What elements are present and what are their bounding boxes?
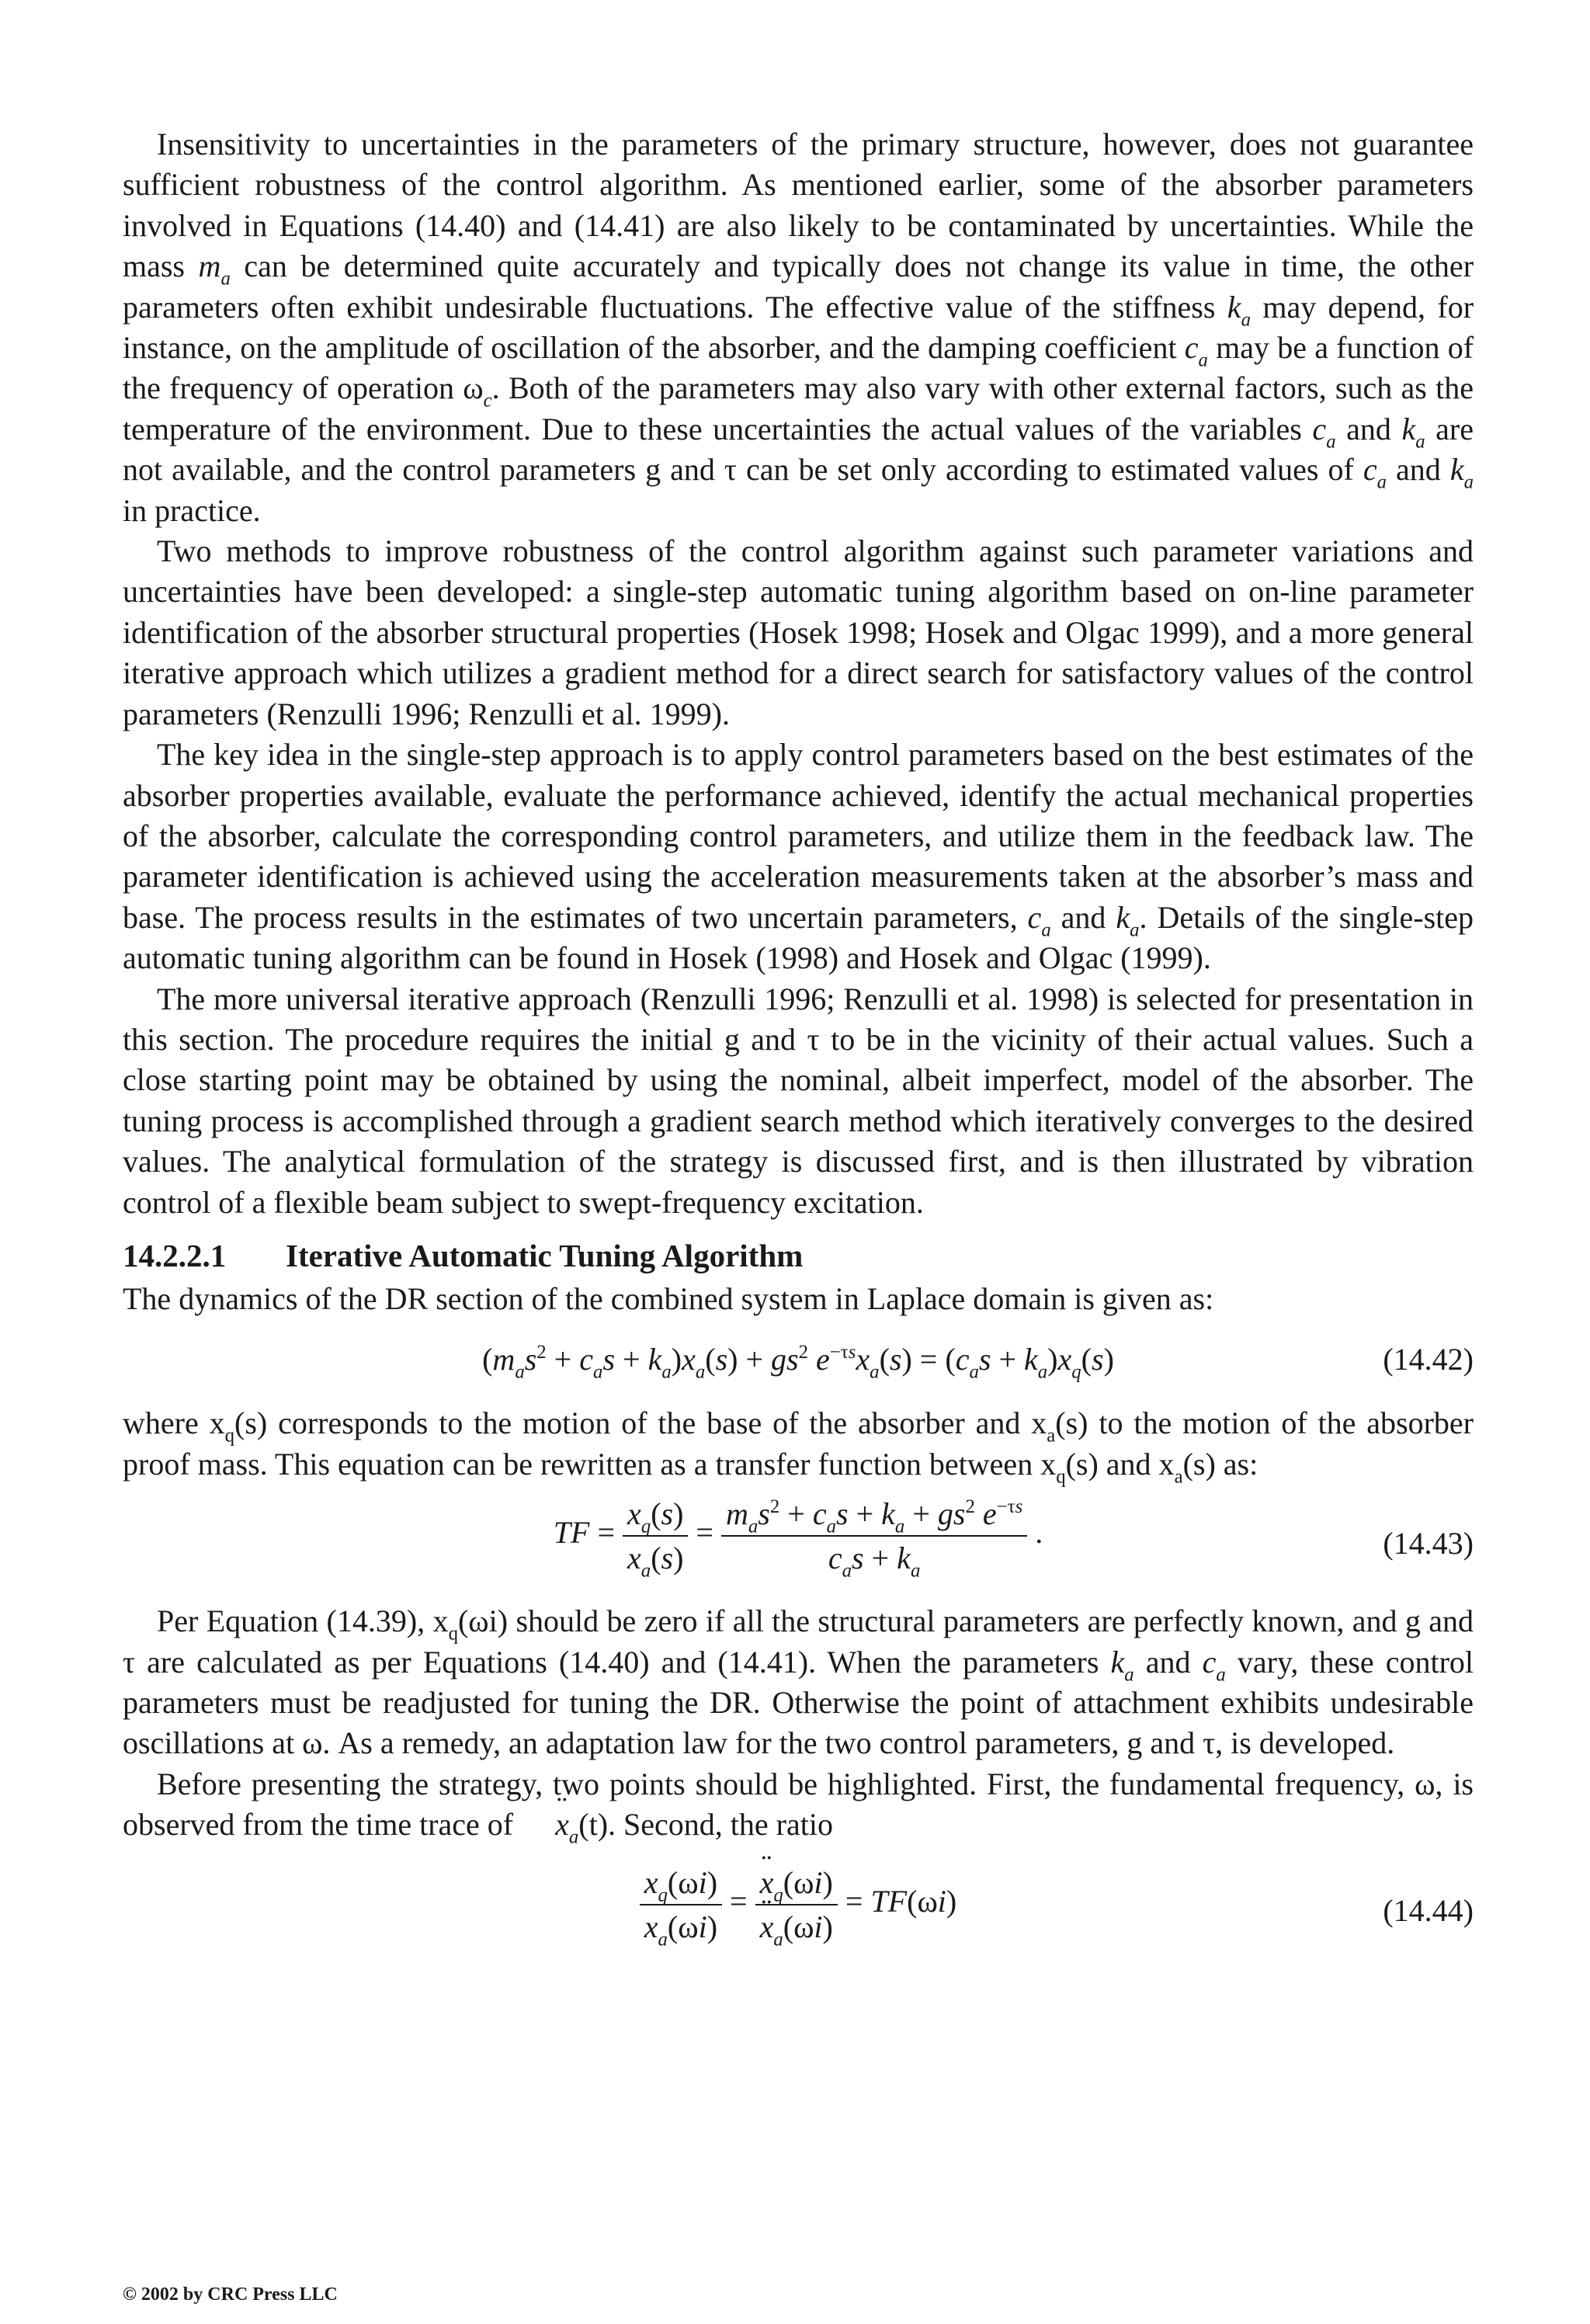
dynamics-intro: The dynamics of the DR section of the combined system in Laplace domain is given as: <box>123 1280 1214 1316</box>
equation-number: (14.42) <box>1383 1342 1474 1377</box>
equation-14-42: $(m_as^2 + c_as + k_a)x_a(s) + gs^2$ $e^{-\tau s}x_a(s) = (c_as + k_a)x_q(s)$ (14.42) <box>482 1342 1474 1383</box>
paragraph-before-44: Before presenting the strategy, two points should be highlighted. First, the fundamental frequency, ω, is observed from the time trace of ¨ $x_a(t)$. Second, the ratio <box>123 1764 1474 1846</box>
paragraph-after-42: where $x_q(s)$ corresponds to the motion of the base of the absorber and $x_a(s)$ to the motion of the absorber proof mass. This equation can be rewritten as a transfer function between $x_q(s)$ and $x_a(s)$ as: <box>123 1405 1474 1488</box>
section-number: 14.2.2.1 <box>123 1237 227 1273</box>
copyright-footer: © 2002 by CRC Press LLC <box>123 2284 338 2305</box>
paragraph-1: Insensitivity to uncertainties in the parameters of the primary structure, however, does not guarantee sufficient robustness of the control algorithm. As mentioned earlier, some of the absorber parameters involved in Equations (14.40) and (14.41) are also likely to be contaminated by uncertainties. While the mass $m_a$ can be determined quite accurately and typically does not change its value in time, the other parameters often exhibit undesirable fluctuations. The effective value of the stiffness $k_a$ may depend, for instance, on the amplitude of oscillation of the absorber, and the damping coefficient $c_a$ may be a function of the frequency of operation $\omega_c$. Both of the parameters may also vary with other external factors, such as the temperature of the environment. Due to these uncertainties the actual values of the variables $c_a$ and $k_a$ are not available, and the control parameters g and τ can be set only according to estimated values of $c_a$ and $k_a$ in practice. <box>123 127 1474 528</box>
equation-number: (14.43) <box>1383 1526 1474 1561</box>
equation-14-43: TF = $\frac{x_q(s)}{x_a(s)}$ = $\frac{m_as^2 + c_as + k_a + gs^2 e^{-\tau s}}{c_as + k_a}$ . (14.43) <box>553 1496 1474 1582</box>
paragraph-4: The more universal iterative approach (Renzulli 1996; Renzulli et al. 1998) is selected for presentation in this section. The procedure requires the initial g and τ to be in the vicinity of their actual values. Such a close starting point may be obtained by using the nominal, albeit imperfect, model of the absorber. The tuning process is accomplished through a gradient search method which iteratively converges to the desired values. The analytical formulation of the strategy is discussed first, and is then illustrated by vibration control of a flexible beam subject to swept-frequency excitation. <box>123 981 1474 1220</box>
paragraph-after-43: Per Equation (14.39), $x_q(\omega i)$ should be zero if all the structural parameters are perfectly known, and g and τ are calculated as per Equations (14.40) and (14.41). When the parameters $k_a$ and $c_a$ vary, these control parameters must be readjusted for tuning the DR. Otherwise the point of attachment exhibits undesirable oscillations at ω. As a remedy, an adaptation law for the two control parameters, g and τ, is developed. <box>123 1603 1474 1761</box>
equation-14-44: $\frac{x_q(\omega i)}{x_a(\omega i)}$ = ¨ $x_q(\omega i)$ ¨ $x_a(\omega i)$ = TF(ωi) (14.44) <box>123 1846 1474 1970</box>
page-body <box>123 124 1474 1970</box>
section-title: Iterative Automatic Tuning Algorithm <box>286 1237 804 1273</box>
equation-number: (14.44) <box>1383 1892 1474 1928</box>
paragraph-2: Two methods to improve robustness of the control algorithm against such parameter variations and uncertainties have been developed: a single-step automatic tuning algorithm based on on-line parameter identification of the absorber structural properties (Hosek 1998; Hosek and Olgac 1999), and a more general iterative approach which utilizes a gradient method for a direct search for satisfactory values of the control parameters (Renzulli 1996; Renzulli et al. 1999). <box>123 533 1474 731</box>
paragraph-3: The key idea in the single-step approach is to apply control parameters based on the best estimates of the absorber properties available, evaluate the performance achieved, identify the actual mechanical properties of the absorber, calculate the corresponding control parameters, and utilize them in the feedback law. The parameter identification is achieved using the acceleration measurements taken at the absorber’s mass and base. The process results in the estimates of two uncertain parameters, $c_a$ and $k_a$. Details of the single-step automatic tuning algorithm can be found in Hosek (1998) and Hosek and Olgac (1999). <box>123 737 1474 976</box>
section-heading <box>123 1232 1474 1279</box>
